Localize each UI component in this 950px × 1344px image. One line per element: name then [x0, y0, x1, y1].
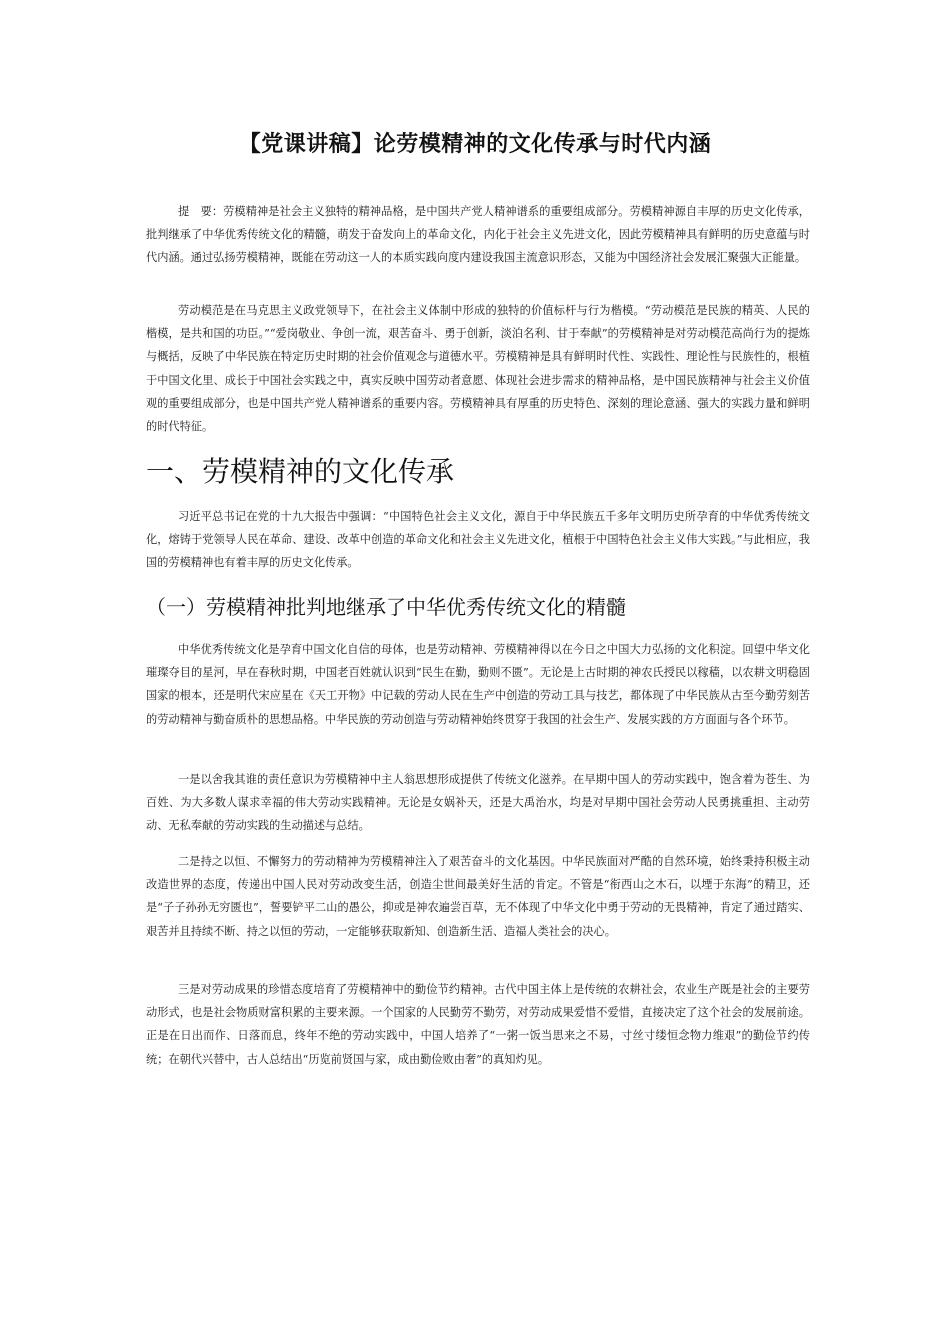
section-heading-1: 一、劳模精神的文化传承: [146, 455, 455, 488]
document-title: 【党课讲稿】论劳模精神的文化传承与时代内涵: [238, 132, 712, 157]
intro-paragraph: 劳动模范是在马克思主义政党领导下，在社会主义体制中形成的独特的价值标杆与行为楷模。“劳动模范是民族的精英、人民的楷模，是共和国的功臣。”“爱岗敬业、争创一流，艰苦奋斗、勇于创新，淡泊名利、甘于奉献”的劳模精神是对劳动模范高尚行为的提炼与概括，反映了中华民族在特定历史时期的社会价值观念与道德水平。劳模精神是具有鲜明时代性、实践性、理论性与民族性的，根植于中国文化里、成长于中国社会实践之中，真实反映中国劳动者意愿、体现社会进步需求的精神品格，是中国民族精神与社会主义价值观的重要组成部分，也是中国共产党人精神谱系的重要内容。劳模精神具有厚重的历史特色、深刻的理论意涵、强大的实践力量和鲜明的时代特征。: [146, 304, 810, 434]
section1-paragraph: 习近平总书记在党的十九大报告中强调：“中国特色社会主义文化，源自于中华民族五千多年文明历史所孕育的中华优秀传统文化，熔铸于党领导人民在革命、建设、改革中创造的革命文化和社会主义先进文化，植根于中国特色社会主义伟大实践。”与此相应，我国的劳模精神也有着丰厚的历史文化传承。: [146, 510, 810, 570]
abstract-paragraph: 提 要：劳模精神是社会主义独特的精神品格，是中国共产党人精神谱系的重要组成部分。劳模精神源自丰厚的历史文化传承，批判继承了中华优秀传统文化的精髓，萌发于奋发向上的革命文化，内化于社会主义先进文化，因此劳模精神具有鲜明的历史意蕴与时代内涵。通过弘扬劳模精神，既能在劳动这一人的本质实践向度内建设我国主流意识形态，又能为中国经济社会发展汇聚强大正能量。: [146, 205, 810, 265]
subsection-paragraph-4: 三是对劳动成果的珍惜态度培育了劳模精神中的勤俭节约精神。古代中国主体上是传统的农耕社会，农业生产既是社会的主要劳动形式，也是社会物质财富积累的主要来源。一个国家的人民勤劳不勤劳，对劳动成果爱惜不爱惜，直接决定了这个社会的发展前途。正是在日出而作、日落而息，终年不绝的劳动实践中，中国人培养了“一粥一饭当思来之不易，寸丝寸缕恒念物力维艰”的勤俭节约传统；在朝代兴替中，古人总结出“历览前贤国与家，成由勤俭败由奢”的真知灼见。: [146, 983, 810, 1066]
subsection-heading-1: （一）劳模精神批判地继承了中华优秀传统文化的精髓: [146, 595, 626, 619]
subsection-paragraph-1: 中华优秀传统文化是孕育中国文化自信的母体，也是劳动精神、劳模精神得以在今日之中国大力弘扬的文化积淀。回望中华文化璀璨夺目的星河，早在春秋时期，中国老百姓就认识到“民生在勤，勤则不匮”。无论是上古时期的神农氏授民以稼穑，以农耕文明稳固国家的根本，还是明代宋应星在《天工开物》中记载的劳动人民在生产中创造的劳动工具与技艺，都体现了中华民族从古至今勤劳刻苦的劳动精神与勤奋质朴的思想品格。中华民族的劳动创造与劳动精神始终贯穿于我国的社会生产、发展实践的方方面面与各个环节。: [146, 643, 810, 726]
subsection-paragraph-2: 一是以舍我其谁的责任意识为劳模精神中主人翁思想形成提供了传统文化滋养。在早期中国人的劳动实践中，饱含着为苍生、为百姓、为大多数人谋求幸福的伟大劳动实践精神。无论是女娲补天，还是大禹治水，均是对早期中国社会劳动人民勇挑重担、主动劳动、无私奉献的劳动实践的生动描述与总结。: [146, 773, 810, 833]
subsection-paragraph-3: 二是持之以恒、不懈努力的劳动精神为劳模精神注入了艰苦奋斗的文化基因。中华民族面对严酷的自然环境，始终秉持积极主动改造世界的态度，传递出中国人民对劳动改变生活，创造尘世间最美好生活的肯定。不管是“衔西山之木石，以堙于东海”的精卫，还是“子子孙孙无穷匮也”，誓要铲平二山的愚公，抑或是神农遍尝百草，无不体现了中华文化中勇于劳动的无畏精神，肯定了通过踏实、艰苦并且持续不断、持之以恒的劳动，一定能够获取新知、创造新生活、造福人类社会的决心。: [146, 855, 810, 938]
